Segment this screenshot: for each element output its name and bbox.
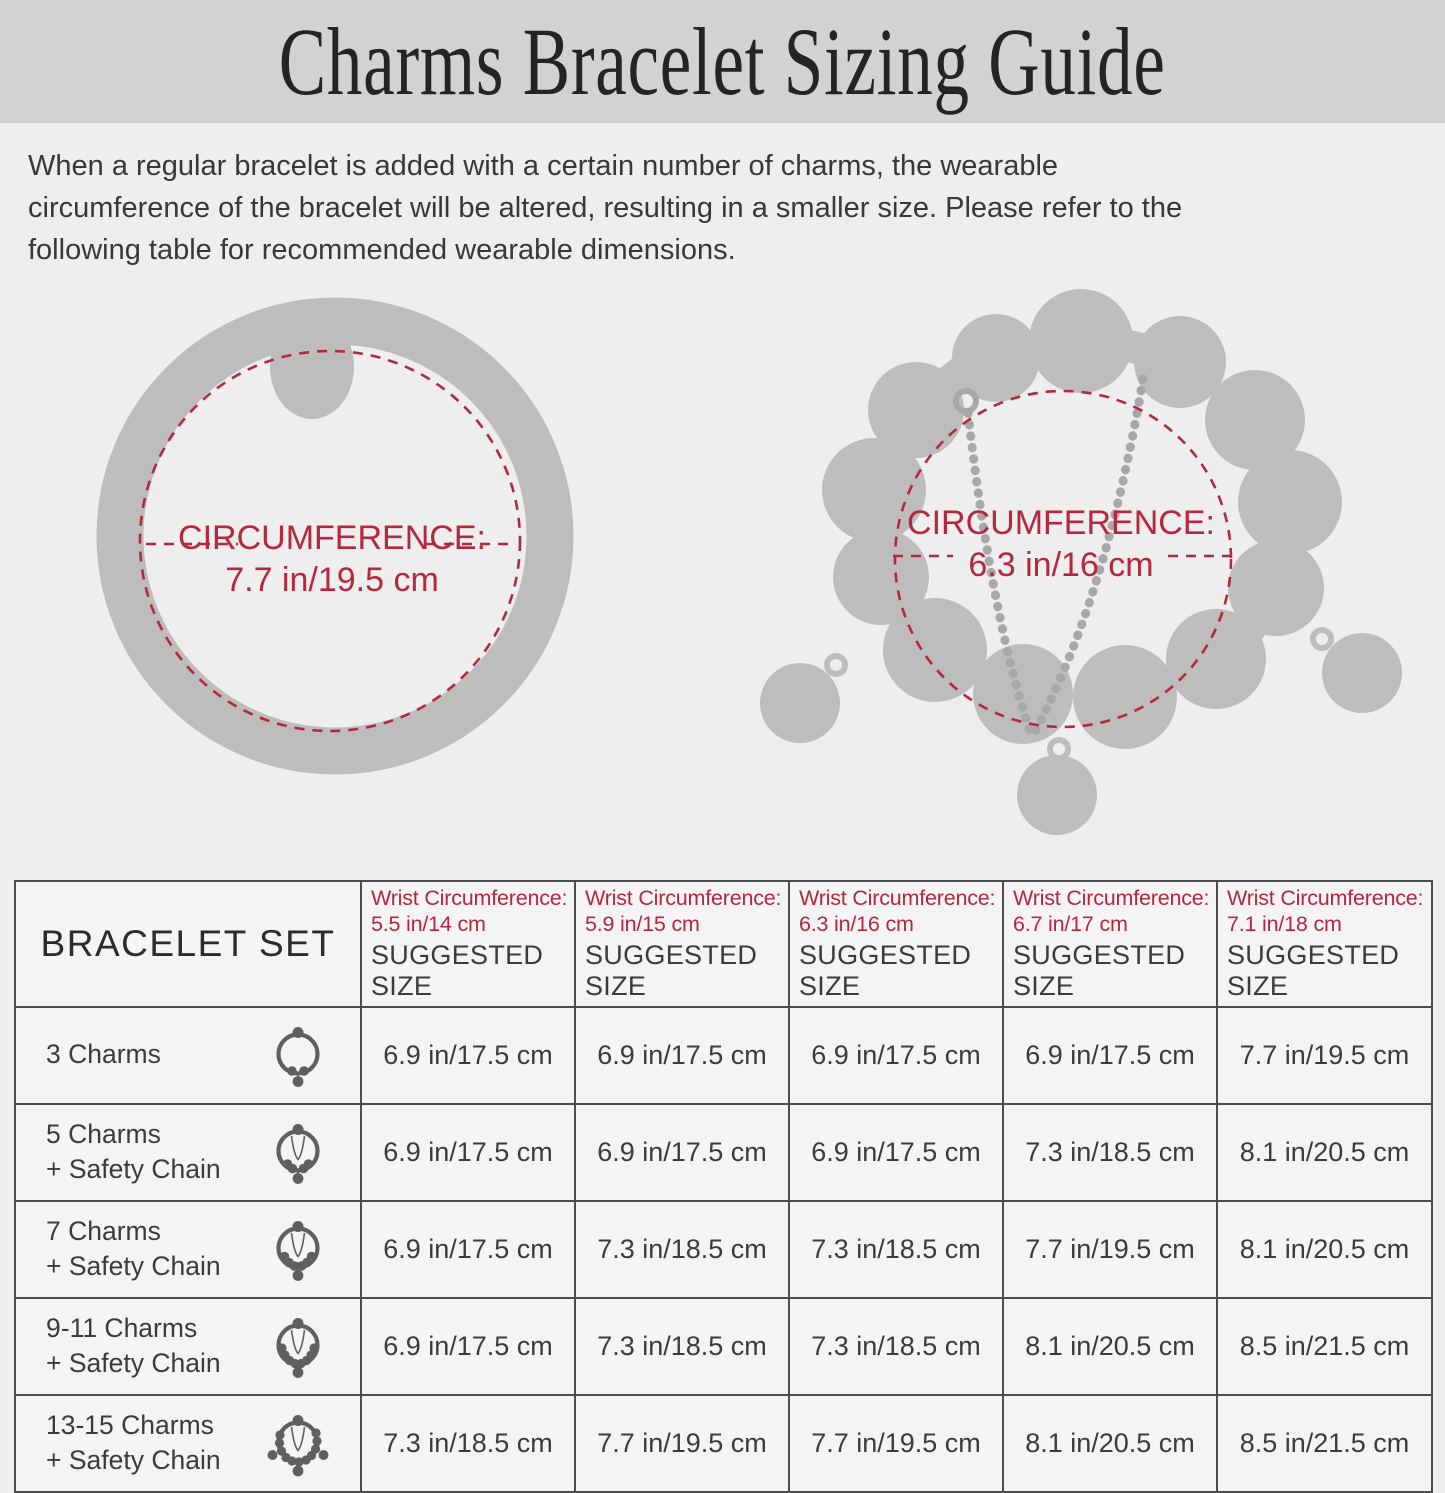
size-cell: 6.9 in/17.5 cm (361, 1298, 575, 1395)
size-cell: 7.7 in/19.5 cm (1217, 1007, 1432, 1104)
charms-circumference-value: 6.3 in/16 cm (968, 546, 1154, 585)
page-title: Charms Bracelet Sizing Guide (279, 8, 1166, 115)
dangling-charms (760, 630, 1402, 835)
intro-paragraph (28, 145, 1419, 271)
intro-line-2: circumference of the bracelet will be altered, resulting in a smaller size. Please refer to the (28, 192, 1183, 225)
row-label: 9-11 Charms + Safety Chain (46, 1312, 221, 1379)
column-header-6-3 (789, 881, 1003, 1007)
size-cell: 8.1 in/20.5 cm (1003, 1298, 1217, 1395)
size-cell: 8.1 in/20.5 cm (1217, 1104, 1432, 1201)
size-cell: 8.5 in/21.5 cm (1217, 1395, 1432, 1492)
wrist-label: Wrist Circumference: (799, 886, 996, 911)
safety-chain-hook (956, 391, 976, 411)
row-label: 7 Charms + Safety Chain (46, 1215, 221, 1282)
column-header-7-1 (1217, 881, 1432, 1007)
intro-line-1: When a regular bracelet is added with a certain number of charms, the wearable (28, 150, 1059, 182)
size-cell: 6.9 in/17.5 cm (789, 1007, 1003, 1104)
right-dangle-link (1313, 630, 1331, 648)
size-cell: 6.9 in/17.5 cm (361, 1104, 575, 1201)
sizing-table (14, 880, 1433, 1493)
size-cell: 7.3 in/18.5 cm (575, 1201, 789, 1298)
wrist-value: 5.5 in/14 cm (371, 911, 486, 936)
size-cell: 7.7 in/19.5 cm (1003, 1201, 1217, 1298)
diagram-section (0, 271, 1445, 871)
bracelet-9-11-charms-safety-chain-icon (266, 1308, 330, 1384)
right-dangling-charm (1322, 633, 1402, 713)
size-cell: 8.1 in/20.5 cm (1003, 1395, 1217, 1492)
row-label: 5 Charms + Safety Chain (46, 1118, 221, 1185)
row-label: 3 Charms (46, 1039, 161, 1070)
table-header-row (15, 881, 1432, 1007)
bracelet-3-charms-icon (266, 1017, 330, 1093)
size-cell: 7.7 in/19.5 cm (789, 1395, 1003, 1492)
bottom-dangling-charm (1017, 755, 1097, 835)
size-cell: 6.9 in/17.5 cm (361, 1007, 575, 1104)
suggested-size-label: SUGGESTED SIZE (371, 939, 544, 1001)
bracelet-set-header: BRACELET SET (15, 881, 361, 1007)
wrist-label: Wrist Circumference: (1013, 886, 1210, 911)
suggested-size-label: SUGGESTED SIZE (1013, 939, 1186, 1001)
plain-circumference-value: 7.7 in/19.5 cm (225, 561, 439, 600)
table-row-9-11-charms (15, 1298, 1432, 1395)
size-cell: 7.7 in/19.5 cm (575, 1395, 789, 1492)
size-cell: 8.1 in/20.5 cm (1217, 1201, 1432, 1298)
size-cell: 6.9 in/17.5 cm (575, 1007, 789, 1104)
bracelet-diagrams-svg (0, 271, 1445, 871)
size-cell: 7.3 in/18.5 cm (575, 1298, 789, 1395)
size-cell: 7.3 in/18.5 cm (789, 1298, 1003, 1395)
plain-bracelet-illustration (120, 315, 550, 751)
size-cell: 7.3 in/18.5 cm (789, 1201, 1003, 1298)
suggested-size-label: SUGGESTED SIZE (1227, 939, 1400, 1001)
bracelet-7-charms-safety-chain-icon (266, 1211, 330, 1287)
wrist-value: 7.1 in/18 cm (1227, 911, 1342, 936)
table-row-13-15-charms (15, 1395, 1432, 1492)
size-cell: 6.9 in/17.5 cm (1003, 1007, 1217, 1104)
wrist-value: 6.3 in/16 cm (799, 911, 914, 936)
size-cell: 6.9 in/17.5 cm (361, 1201, 575, 1298)
table-row-3-charms (15, 1007, 1432, 1104)
row-label: 13-15 Charms + Safety Chain (46, 1409, 221, 1476)
size-cell: 8.5 in/21.5 cm (1217, 1298, 1432, 1395)
size-cell: 7.3 in/18.5 cm (1003, 1104, 1217, 1201)
size-cell: 7.3 in/18.5 cm (361, 1395, 575, 1492)
charm-bracelet-illustration (760, 289, 1402, 835)
plain-bracelet-clasp (270, 315, 354, 419)
table-row-7-charms (15, 1201, 1432, 1298)
wrist-label: Wrist Circumference: (585, 886, 782, 911)
left-dangling-charm (760, 663, 840, 743)
column-header-5-5 (361, 881, 575, 1007)
charms-circumference-label: CIRCUMFERENCE: (907, 504, 1215, 543)
wrist-label: Wrist Circumference: (371, 886, 568, 911)
size-cell: 6.9 in/17.5 cm (575, 1104, 789, 1201)
column-header-5-9 (575, 881, 789, 1007)
suggested-size-label: SUGGESTED SIZE (799, 939, 972, 1001)
plain-circumference-label: CIRCUMFERENCE: (178, 519, 486, 558)
header-band (0, 0, 1445, 123)
column-header-6-7 (1003, 881, 1217, 1007)
table-row-5-charms (15, 1104, 1432, 1201)
bracelet-13-15-charms-safety-chain-icon (266, 1405, 330, 1481)
intro-line-3: following table for recommended wearable dimensions. (28, 234, 736, 267)
suggested-size-label: SUGGESTED SIZE (585, 939, 758, 1001)
wrist-label: Wrist Circumference: (1227, 886, 1424, 911)
wrist-value: 5.9 in/15 cm (585, 911, 700, 936)
left-dangle-link (827, 656, 845, 674)
size-cell: 6.9 in/17.5 cm (789, 1104, 1003, 1201)
wrist-value: 6.7 in/17 cm (1013, 911, 1128, 936)
bracelet-5-charms-safety-chain-icon (266, 1114, 330, 1190)
